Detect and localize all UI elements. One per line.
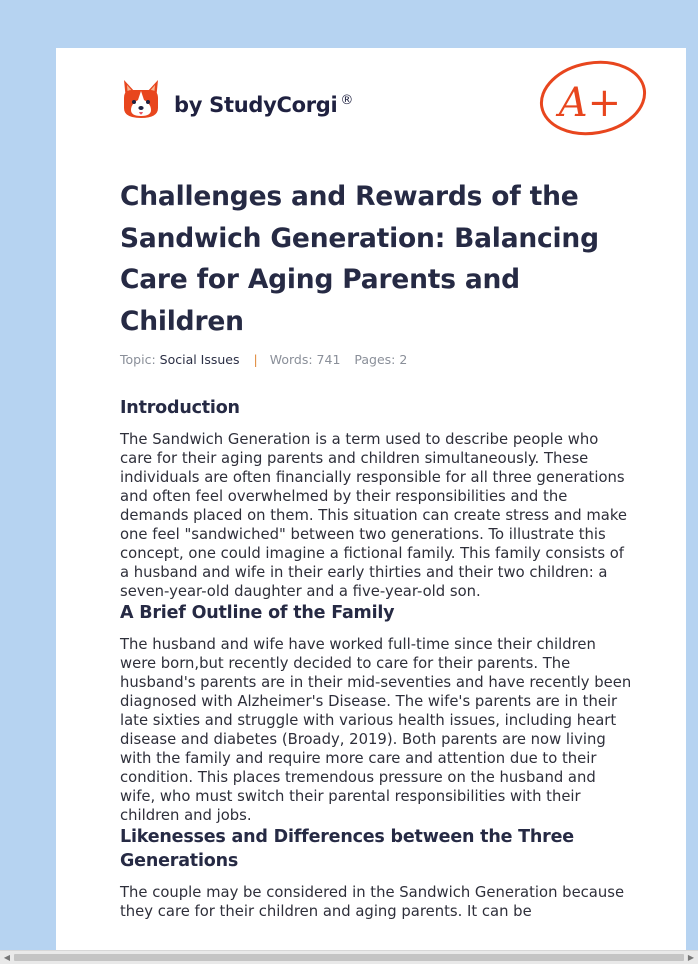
section-heading: A Brief Outline of the Family [120,603,395,623]
section-paragraph: The husband and wife have worked full-time since their children were born,but recently decided to care for their parents. The husband's parents are in their mid-seventies and have recently been diagnosed with Alzheimer's Disease. The wife's parents are in their late sixties and struggle with various health issues, including heart disease and diabetes (Broady, 2019). Both parents are now living with the family and require more care and attention due to their condition. This places tremendous pressure on the husband and wife, who must switch their parental responsibilities with their children and jobs. [120,636,632,824]
topic-link[interactable]: Social Issues [159,352,240,367]
document-body [120,396,632,921]
scroll-left-icon[interactable]: ◀ [3,953,11,962]
corgi-logo-icon [120,78,162,122]
section-heading: Likenesses and Differences between the Three Generations [120,827,574,871]
document-meta [120,352,407,367]
brand-name: by StudyCorgi ® [174,93,354,117]
document-page [56,48,686,952]
words-label: Words: [269,352,313,367]
words-count: 741 [316,352,341,367]
pages-count: 2 [399,352,408,367]
scroll-right-icon[interactable]: ▶ [687,953,695,962]
horizontal-scrollbar[interactable] [0,950,698,964]
scrollbar-thumb[interactable] [14,954,684,961]
section-paragraph: The Sandwich Generation is a term used to describe people who care for their aging parents and children simultaneously. These individuals are often financially responsible for all three generations and often feel overwhelmed by their responsibilities and the demands placed on them. This situation can create stress and make one feel "sandwiched" between two generations. To illustrate this concept, one could imagine a fictional family. This family consists of a husband and wife in their early thirties and their two children: a seven-year-old daughter and a five-year-old son. [120,431,627,600]
pages-label: Pages: [354,352,396,367]
grade-badge-icon [538,60,648,140]
section-heading: Introduction [120,398,240,418]
section-paragraph: The couple may be considered in the Sandwich Generation because they care for their children and aging parents. It can be [120,884,625,920]
registered-mark: ® [340,93,354,108]
topic-label: Topic: [120,352,156,367]
brand-header[interactable] [120,76,353,124]
page-title: Challenges and Rewards of the Sandwich Generation: Balancing Care for Aging Parents and Children [120,181,599,337]
grade-mark: A+ [558,80,622,126]
meta-separator: | [253,352,258,367]
